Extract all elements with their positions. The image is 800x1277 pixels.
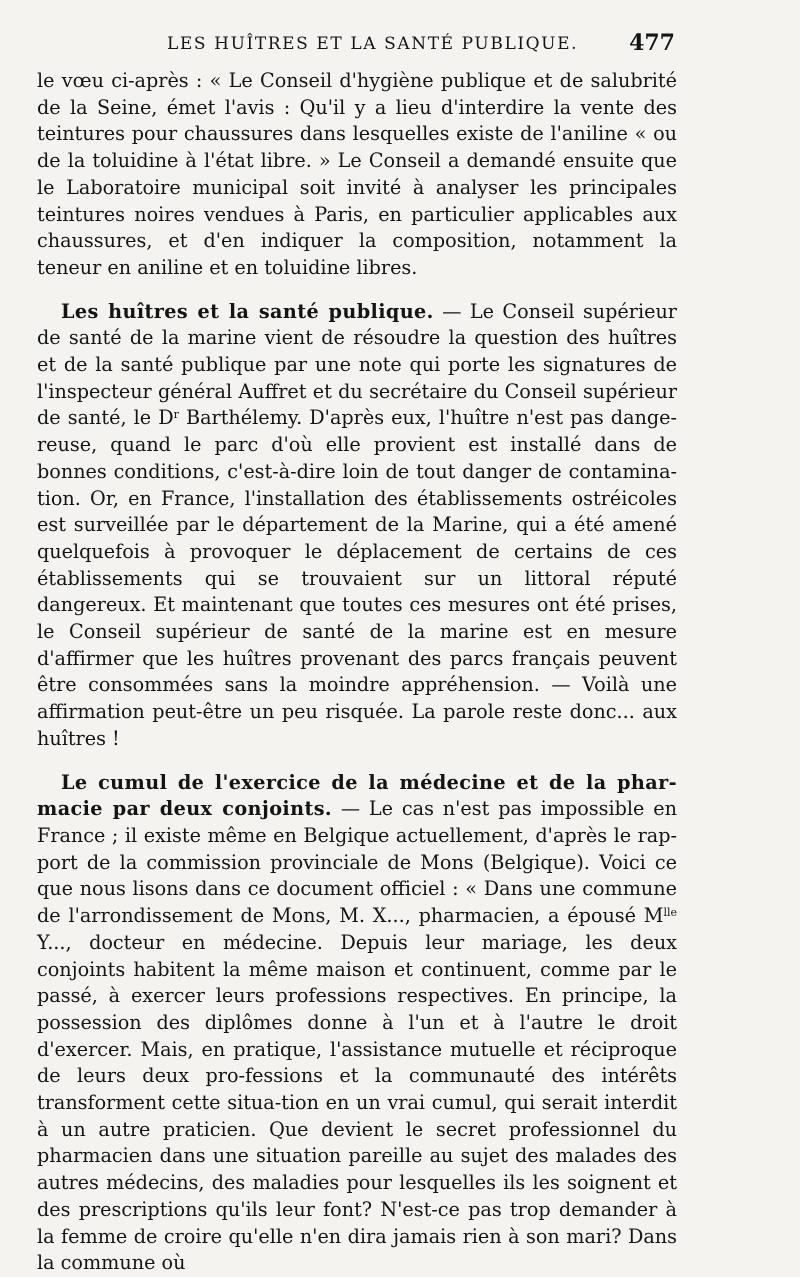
section-heading-oysters: Les huîtres et la santé publique. — [61, 299, 434, 323]
paragraph-text: Y..., docteur en médecine. Depuis leur mariage, les deux conjoints habitent la même maison et continuent, comme par le passé, à exercer leurs professions respectives. En principe, la possession des diplômes donne à l'un et à l'autre le droit d'exercer. Mais, en pratique, l'assistance mutuelle et réciproque de leurs deux pro-fessions et la communauté des intérêts transforment cette situa-tion en un vrai cumul, qui serait interdit à un autre praticien. Que devient le secret professionnel du pharmacien dans une situation pareille au sujet des malades des autres médecins, des maladies pour lesquelles ils les soignent et des prescriptions qu'ils leur font? N'est-ce pas trop demander à la femme de croire qu'elle n'en dira jamais rien à son mari? Dans la commune où — [37, 930, 677, 1275]
paragraph-cumul — [37, 770, 677, 1277]
page-header — [37, 30, 675, 60]
paragraph-text: — Le Conseil supérieur de santé de la marine vient de résoudre la question des huîtres et de la santé publique par une note qui porte les signatures de l'inspecteur général Auffret et du secrétaire du Conseil supérieur de santé, le D — [37, 299, 677, 430]
superscript: lle — [663, 906, 677, 920]
body-text — [37, 68, 677, 1277]
section-heading-cumul: Le cumul de l'exercice de la médecine et de la phar-macie par deux conjoints. — [37, 770, 677, 821]
paragraph-aniline-continuation — [37, 68, 677, 282]
paragraph-text: Barthélemy. D'après eux, l'huître n'est pas dange-reuse, quand le parc d'où elle provient est installé dans de bonnes conditions, c'est-à-dire loin de tout danger de contamina-tion. Or, en France, l'installation des établissements ostréicoles est surveillée par le département de la Marine, qui a été amené quelquefois à provoquer le déplacement de certains de ces établissements qui se trouvaient sur un littoral réputé dangereux. Et maintenant que toutes ces mesures ont été prises, le Conseil supérieur de santé de la marine est en mesure d'affirmer que les huîtres provenant des parcs français peuvent être consommées sans la moindre appréhension. — Voilà une affirmation peut-être un peu risquée. La parole reste donc... aux huîtres ! — [37, 406, 677, 750]
page-number: 477 — [629, 30, 675, 56]
paragraph-text: le vœu ci-après : « Le Conseil d'hygiène publique et de salubrité de la Seine, émet l'avis : Qu'il y a lieu d'interdire la vente des teintures pour chaussures dans lesquelles existe de l'aniline « ou de la toluidine à l'état libre. » Le Conseil a demandé ensuite que le Laboratoire municipal soit invité à analyser les principales teintures noires vendues à Paris, en particulier applicables aux chaussures, et d'en indiquer la composition, notamment la teneur en aniline et en toluidine libres. — [37, 69, 677, 279]
paragraph-text: — Le cas n'est pas impossible en France ; il existe même en Belgique actuellement, d'après le rap-port de la commission provinciale de Mons (Belgique). Voici ce que nous lisons dans ce document officiel : « Dans une commune de l'arrondissement de Mons, M. X..., pharmacien, a épousé M — [37, 797, 677, 928]
paragraph-oysters — [37, 299, 677, 753]
running-title: LES HUÎTRES ET LA SANTÉ PUBLIQUE. — [167, 34, 579, 54]
superscript: r — [173, 408, 179, 422]
